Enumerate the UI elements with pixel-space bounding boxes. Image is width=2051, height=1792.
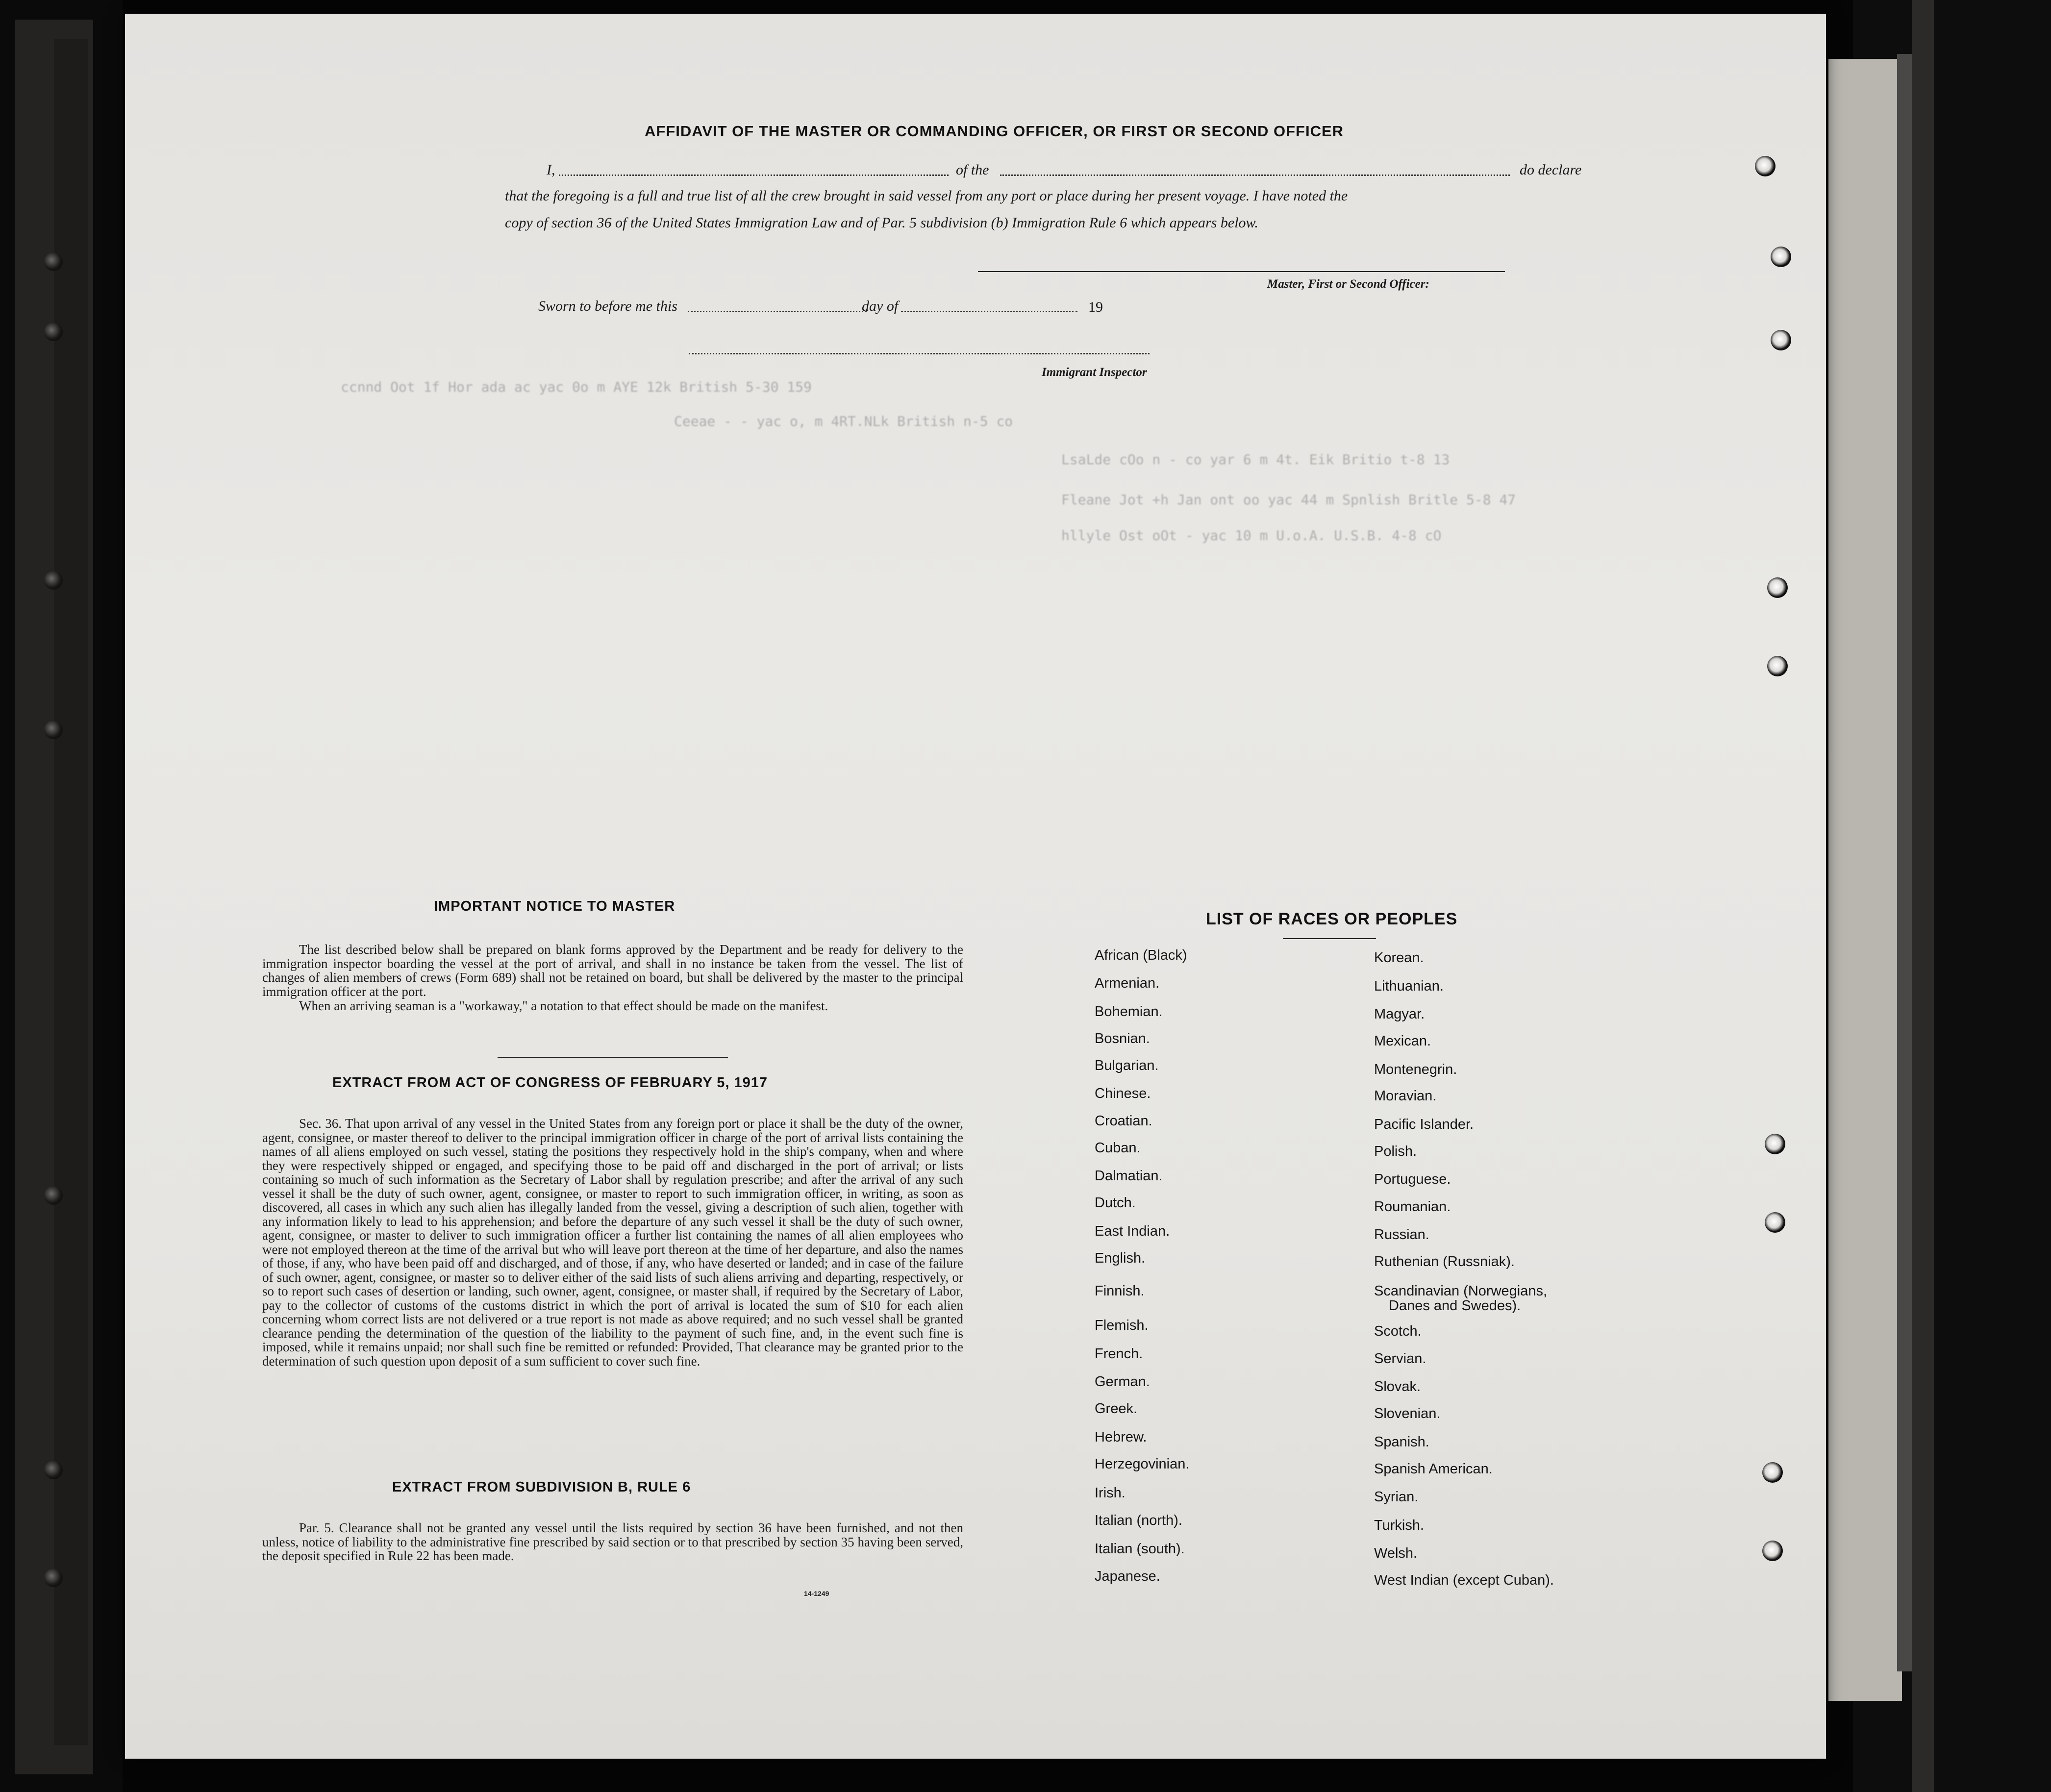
sworn-label: Sworn to before me this — [538, 298, 677, 314]
race-item: Herzegovinian. — [1095, 1456, 1190, 1472]
sworn-day-line — [688, 311, 867, 312]
race-item: Lithuanian. — [1374, 978, 1444, 994]
inspector-signature-line — [689, 353, 1150, 354]
notice-paragraph-2: When an arriving seaman is a "workaway," a notation to that effect should be made on the manifest. — [299, 998, 828, 1013]
binder-hole-icon — [44, 1461, 63, 1479]
binder-bar — [1912, 0, 1934, 1792]
race-item: Servian. — [1374, 1351, 1426, 1367]
notice-paragraph-1: The list described below shall be prepared on blank forms approved by the Department and be ready for delivery to the immigration inspector boarding the vessel at the port of arrival, and shall in no instance be taken from the vessel. The list of changes of alien members of crews (Form 689) shall not be retained on board, but shall be delivered by the master to the principal immigration officer at the port. — [262, 942, 963, 999]
punch-hole-icon — [1767, 656, 1788, 676]
race-item: Japanese. — [1095, 1568, 1160, 1584]
race-item: Turkish. — [1374, 1518, 1425, 1533]
race-item: Danes and Swedes). — [1389, 1298, 1521, 1314]
binder-hole-icon — [44, 1186, 63, 1205]
binder-hole-icon — [44, 1568, 63, 1587]
year-prefix: 19 — [1088, 299, 1103, 315]
race-item: Spanish American. — [1374, 1461, 1493, 1477]
punch-hole-icon — [1762, 1462, 1783, 1483]
vessel-line — [1000, 174, 1510, 176]
binder-hole-icon — [44, 721, 63, 739]
sworn-month-line — [901, 311, 1077, 312]
race-item: Finnish. — [1095, 1283, 1145, 1299]
binder-hole-icon — [44, 323, 63, 341]
affidavit-do-declare: do declare — [1520, 162, 1582, 178]
background-sheet-shadow — [54, 39, 88, 1745]
affidavit-line-2: that the foregoing is a full and true list of all the crew brought in said vessel from any port or place during her present voyage. I have noted the — [505, 188, 1348, 204]
bleed-through-row: hllyle Ost oOt - yac 10 m U.o.A. U.S.B. 4-8 cO — [1061, 527, 1442, 544]
race-item: Greek. — [1095, 1401, 1138, 1417]
master-label: Master, First or Second Officer: — [1267, 277, 1429, 291]
manifest-page — [125, 14, 1826, 1759]
race-item: Chinese. — [1095, 1086, 1151, 1101]
race-item: Spanish. — [1374, 1434, 1429, 1450]
race-item: Ruthenian (Russniak). — [1374, 1254, 1515, 1269]
race-item: French. — [1095, 1346, 1143, 1362]
race-item: Dalmatian. — [1095, 1168, 1163, 1184]
section-divider — [498, 1057, 728, 1058]
race-item: Armenian. — [1095, 975, 1160, 991]
race-item: West Indian (except Cuban). — [1374, 1572, 1554, 1588]
race-item: Russian. — [1374, 1227, 1429, 1243]
punch-hole-icon — [1762, 1541, 1783, 1561]
race-item: Bulgarian. — [1095, 1058, 1159, 1073]
bleed-through-row: Fleane Jot +h Jan ont oo yac 44 m Spnlish Britle 5-8 47 — [1061, 492, 1516, 508]
race-item: German. — [1095, 1374, 1150, 1390]
race-item: Croatian. — [1095, 1113, 1152, 1129]
underlying-sheet — [1828, 59, 1902, 1701]
punch-hole-icon — [1771, 247, 1791, 267]
inspector-label: Immigrant Inspector — [1042, 366, 1147, 379]
affidavit-of-the: of the — [956, 162, 989, 178]
race-item: Cuban. — [1095, 1140, 1141, 1156]
binder-hole-icon — [44, 571, 63, 590]
race-item: Slovenian. — [1374, 1406, 1441, 1421]
binder-hole-icon — [44, 252, 63, 271]
race-item: Hebrew. — [1095, 1429, 1147, 1445]
punch-hole-icon — [1765, 1212, 1785, 1233]
affidavit-i-label: I, — [547, 162, 555, 178]
punch-hole-icon — [1771, 330, 1791, 350]
race-item: Bohemian. — [1095, 1004, 1163, 1020]
race-item: Slovak. — [1374, 1379, 1421, 1394]
races-title-underline — [1283, 938, 1376, 939]
extract-rule-title: EXTRACT FROM SUBDIVISION B, RULE 6 — [392, 1479, 691, 1495]
punch-hole-icon — [1765, 1134, 1785, 1154]
race-item: Irish. — [1095, 1485, 1126, 1501]
race-item: Flemish. — [1095, 1318, 1149, 1333]
affidavit-title: AFFIDAVIT OF THE MASTER OR COMMANDING OFFICER, OR FIRST OR SECOND OFFICER — [645, 123, 1344, 140]
race-item: Syrian. — [1374, 1489, 1419, 1505]
race-item: Montenegrin. — [1374, 1062, 1457, 1077]
bleed-through-row: LsaLde cOo n - co yar 6 m 4t. Eik Britio t-8 13 — [1061, 451, 1450, 468]
race-item: Welsh. — [1374, 1545, 1418, 1561]
race-item: Moravian. — [1374, 1088, 1437, 1104]
race-item: Pacific Islander. — [1374, 1117, 1474, 1132]
notice-title: IMPORTANT NOTICE TO MASTER — [434, 898, 675, 914]
race-item: Roumanian. — [1374, 1199, 1451, 1215]
extract-rule-text: Par. 5. Clearance shall not be granted any vessel until the lists required by section 36 have been furnished, and not then unless, notice of liability to the administrative fine prescribed by said section or to that prescribed by section 35 having been served, the deposit specified in Rule 22 has been made. — [262, 1520, 963, 1563]
race-item: Magyar. — [1374, 1006, 1425, 1022]
race-item: Polish. — [1374, 1144, 1417, 1159]
races-title: LIST OF RACES OR PEOPLES — [1206, 910, 1458, 928]
master-signature-line — [978, 271, 1505, 272]
race-item: Korean. — [1374, 950, 1424, 966]
race-item: Italian (south). — [1095, 1541, 1185, 1557]
day-of-label: day of — [862, 298, 899, 314]
extract-act-title: EXTRACT FROM ACT OF CONGRESS OF FEBRUARY 5, 1917 — [332, 1075, 768, 1091]
race-item: Scandinavian (Norwegians, — [1374, 1283, 1548, 1299]
punch-hole-icon — [1755, 156, 1776, 176]
race-item: East Indian. — [1095, 1223, 1170, 1239]
punch-hole-icon — [1767, 577, 1788, 598]
race-item: African (Black) — [1095, 947, 1187, 963]
bleed-through-row: ccnnd Oot 1f Hor ada ac yac 0o m AYE 12k British 5-30 159 — [341, 379, 812, 395]
race-item: English. — [1095, 1250, 1146, 1266]
race-item: Portuguese. — [1374, 1171, 1451, 1187]
race-item: Scotch. — [1374, 1323, 1422, 1339]
extract-act-text: Sec. 36. That upon arrival of any vessel in the United States from any foreign port or place it shall be the duty of the owner, agent, consignee, or master thereof to deliver to the principal immigration officer in charge of the port of arrival lists containing the names of all aliens employed on such vessel, stating the positions they respectively hold in the ship's company, when and where they were respectively shipped or engaged, and specifying those to be paid off and discharged in the port of arrival; or lists containing so much of such information as the Secretary of Labor shall by regulation prescribe; and after the arrival of any such vessel it shall be the duty of such owner, agent, consignee, or master to report to such immigration officer, in writing, as soon as discovered, all cases in which any such alien has illegally landed from the vessel, giving a description of such alien, together with any information likely to lead to his apprehension; and before the departure of any such vessel it shall be the duty of such owner, agent, consignee, or master to deliver to such immigration officer a further list containing the names of all alien employees who were not employed thereon at the time of the arrival but who will leave port thereon at the time of her departure, and also the names of those, if any, who have been paid off and discharged, and of those, if any, who have deserted or landed; and in case of the failure of such owner, agent, consignee, or master so to deliver either of the said lists of such aliens arriving and departing, respectively, or so to report such cases of desertion or landing, such owner, agent, consignee, or master shall, if required by the Secretary of Labor, pay to the collector of customs of the customs district in which the port of arrival is located the sum of $10 for each alien concerning whom correct lists are not delivered or a true report is not made as above required; and no such vessel shall be granted clearance pending the determination of the question of the liability to the payment of such fine, and, in the event such fine is imposed, while it remains unpaid; nor shall such fine be remitted or refunded: Provided, That clearance may be granted prior to the determination of such question upon deposit of a sum sufficient to cover such fine. — [262, 1116, 963, 1369]
name-line — [559, 174, 949, 176]
race-item: Bosnian. — [1095, 1031, 1150, 1046]
form-number: 14-1249 — [804, 1590, 829, 1597]
race-item: Mexican. — [1374, 1033, 1431, 1049]
affidavit-line-3: copy of section 36 of the United States Immigration Law and of Par. 5 subdivision (b) Immigration Rule 6 which appears below. — [505, 215, 1258, 231]
race-item: Dutch. — [1095, 1195, 1136, 1211]
bleed-through-row: Ceeae - - yac o, m 4RT.NLk British n-5 co — [674, 413, 1013, 429]
race-item: Italian (north). — [1095, 1513, 1182, 1528]
